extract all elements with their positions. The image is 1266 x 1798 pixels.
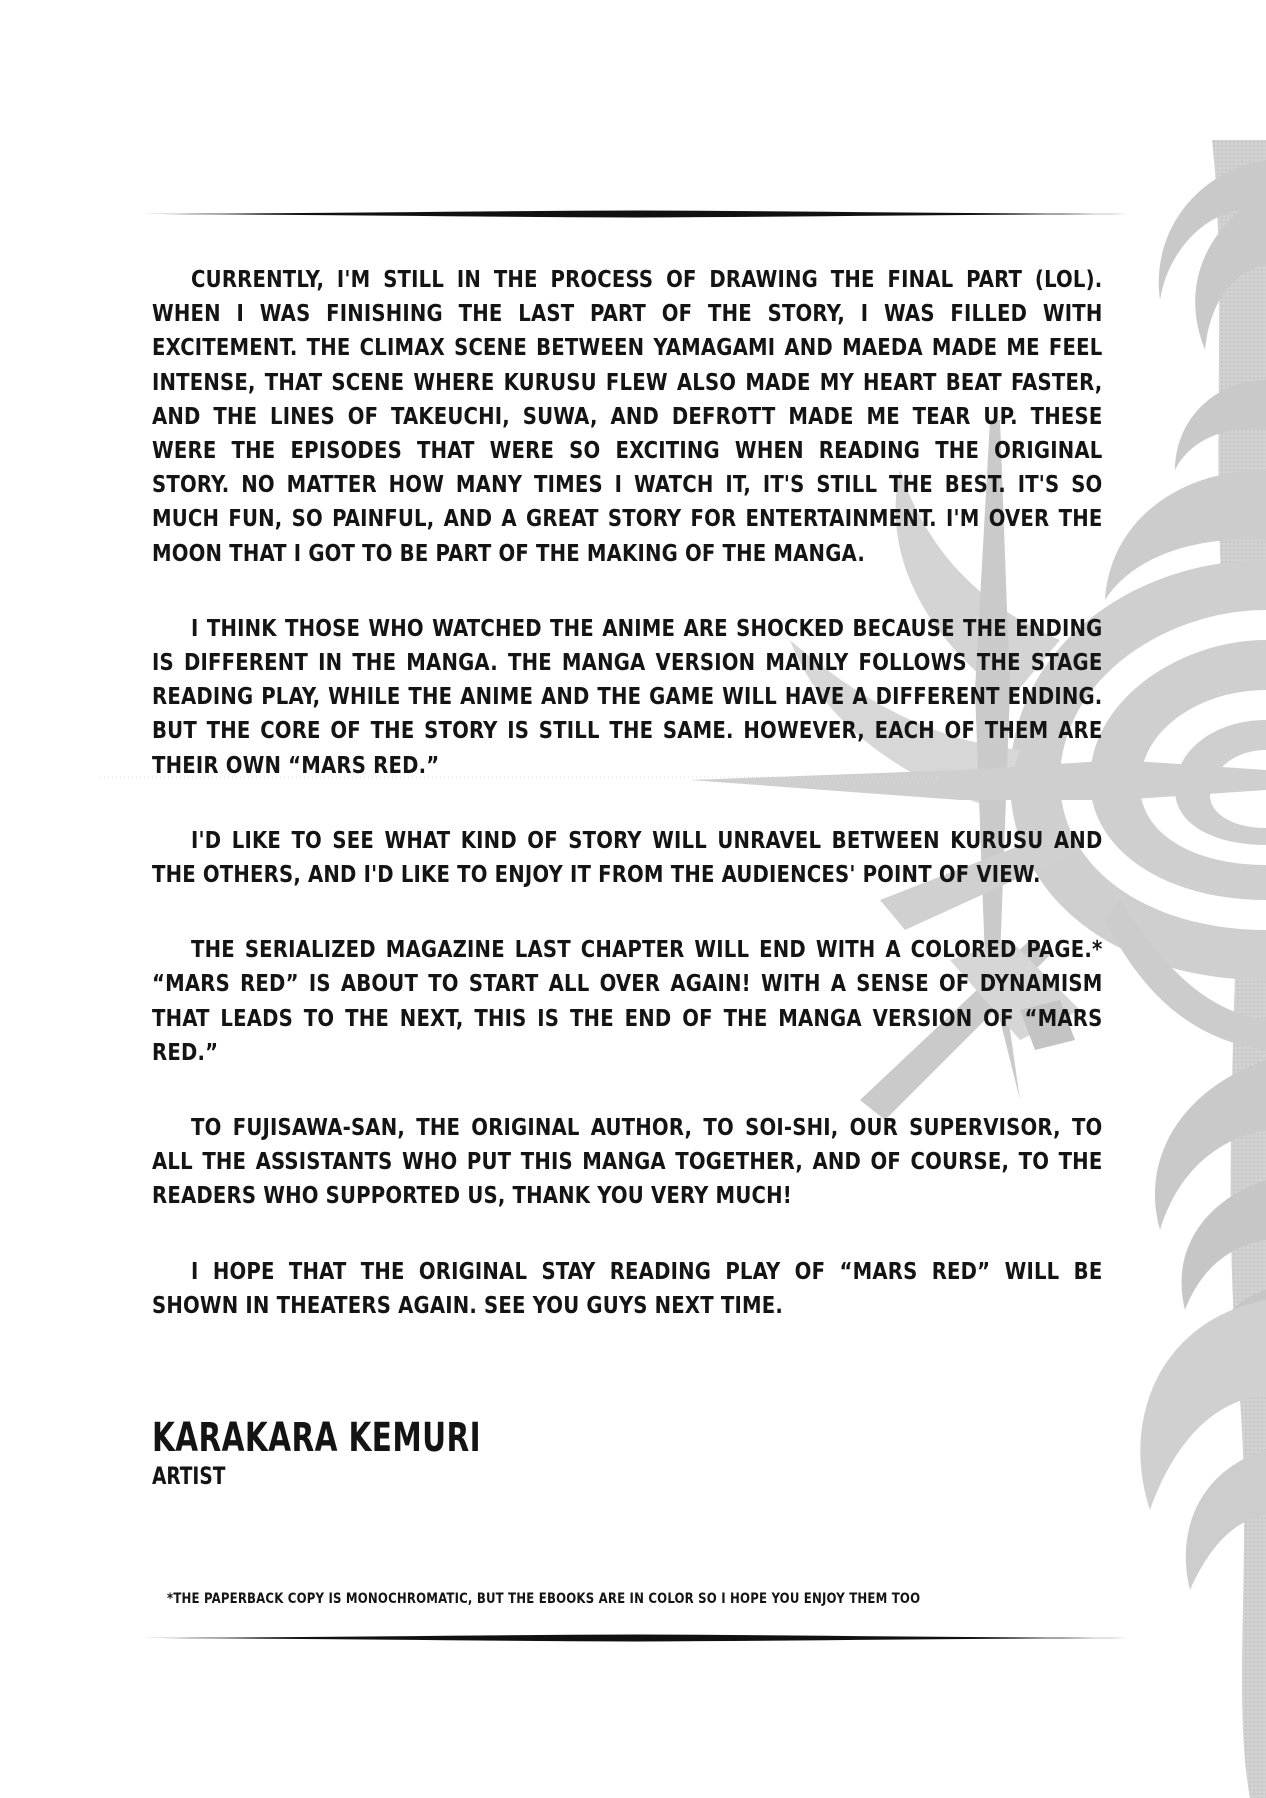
- afterword-body: [152, 262, 1102, 1363]
- top-divider: [122, 210, 1152, 218]
- footnote: *THE PAPERBACK COPY IS MONOCHROMATIC, BUT THE EBOOKS ARE IN COLOR SO I HOPE YOU ENJOY THEM TOO: [167, 1591, 921, 1607]
- author-role: ARTIST: [152, 1462, 226, 1490]
- paragraph-6: I HOPE THAT THE ORIGINAL STAY READING PLAY OF “MARS RED” WILL BE SHOWN IN THEATERS AGAIN. SEE YOU GUYS NEXT TIME.: [152, 1256, 1103, 1319]
- paragraph-3: I'D LIKE TO SEE WHAT KIND OF STORY WILL UNRAVEL BETWEEN KURUSU AND THE OTHERS, AND I'D LIKE TO ENJOY IT FROM THE AUDIENCES' POINT OF VIEW.: [152, 825, 1103, 889]
- paragraph-4: THE SERIALIZED MAGAZINE LAST CHAPTER WILL END WITH A COLORED PAGE.* “MARS RED” IS ABOUT TO START ALL OVER AGAIN! WITH A SENSE OF DYNAMISM THAT LEADS TO THE NEXT, THIS IS THE END OF THE MANGA VERSION OF “MARS RED.”: [152, 935, 1103, 1066]
- paragraph-1: CURRENTLY, I'M STILL IN THE PROCESS OF DRAWING THE FINAL PART (LOL). WHEN I WAS FINISHING THE LAST PART OF THE STORY, I WAS FILLED WITH EXCITEMENT. THE CLIMAX SCENE BETWEEN YAMAGAMI AND MAEDA MADE ME FEEL INTENSE, THAT SCENE WHERE KURUSU FLEW ALSO MADE MY HEART BEAT FASTER, AND THE LINES OF TAKEUCHI, SUWA, AND DEFROTT MADE ME TEAR UP. THESE WERE THE EPISODES THAT WERE SO EXCITING WHEN READING THE ORIGINAL STORY. NO MATTER HOW MANY TIMES I WATCH IT, IT'S STILL THE BEST. IT'S SO MUCH FUN, SO PAINFUL, AND A GREAT STORY FOR ENTERTAINMENT. I'M OVER THE MOON THAT I GOT TO BE PART OF THE MAKING OF THE MANGA.: [152, 265, 1103, 567]
- signature-block: [152, 1415, 553, 1491]
- paragraph-5: TO FUJISAWA-SAN, THE ORIGINAL AUTHOR, TO SOI-SHI, OUR SUPERVISOR, TO ALL THE ASSISTANTS WHO PUT THIS MANGA TOGETHER, AND OF COURSE, TO THE READERS WHO SUPPORTED US, THANK YOU VERY MUCH!: [152, 1113, 1103, 1210]
- author-name: KARAKARA KEMURI: [152, 1415, 482, 1461]
- paragraph-2: I THINK THOSE WHO WATCHED THE ANIME ARE SHOCKED BECAUSE THE ENDING IS DIFFERENT IN THE MANGA. THE MANGA VERSION MAINLY FOLLOWS THE STAGE READING PLAY, WHILE THE ANIME AND THE GAME WILL HAVE A DIFFERENT ENDING. BUT THE CORE OF THE STORY IS STILL THE SAME. HOWEVER, EACH OF THEM ARE THEIR OWN “MARS RED.”: [152, 613, 1103, 779]
- bottom-divider: [122, 1634, 1152, 1642]
